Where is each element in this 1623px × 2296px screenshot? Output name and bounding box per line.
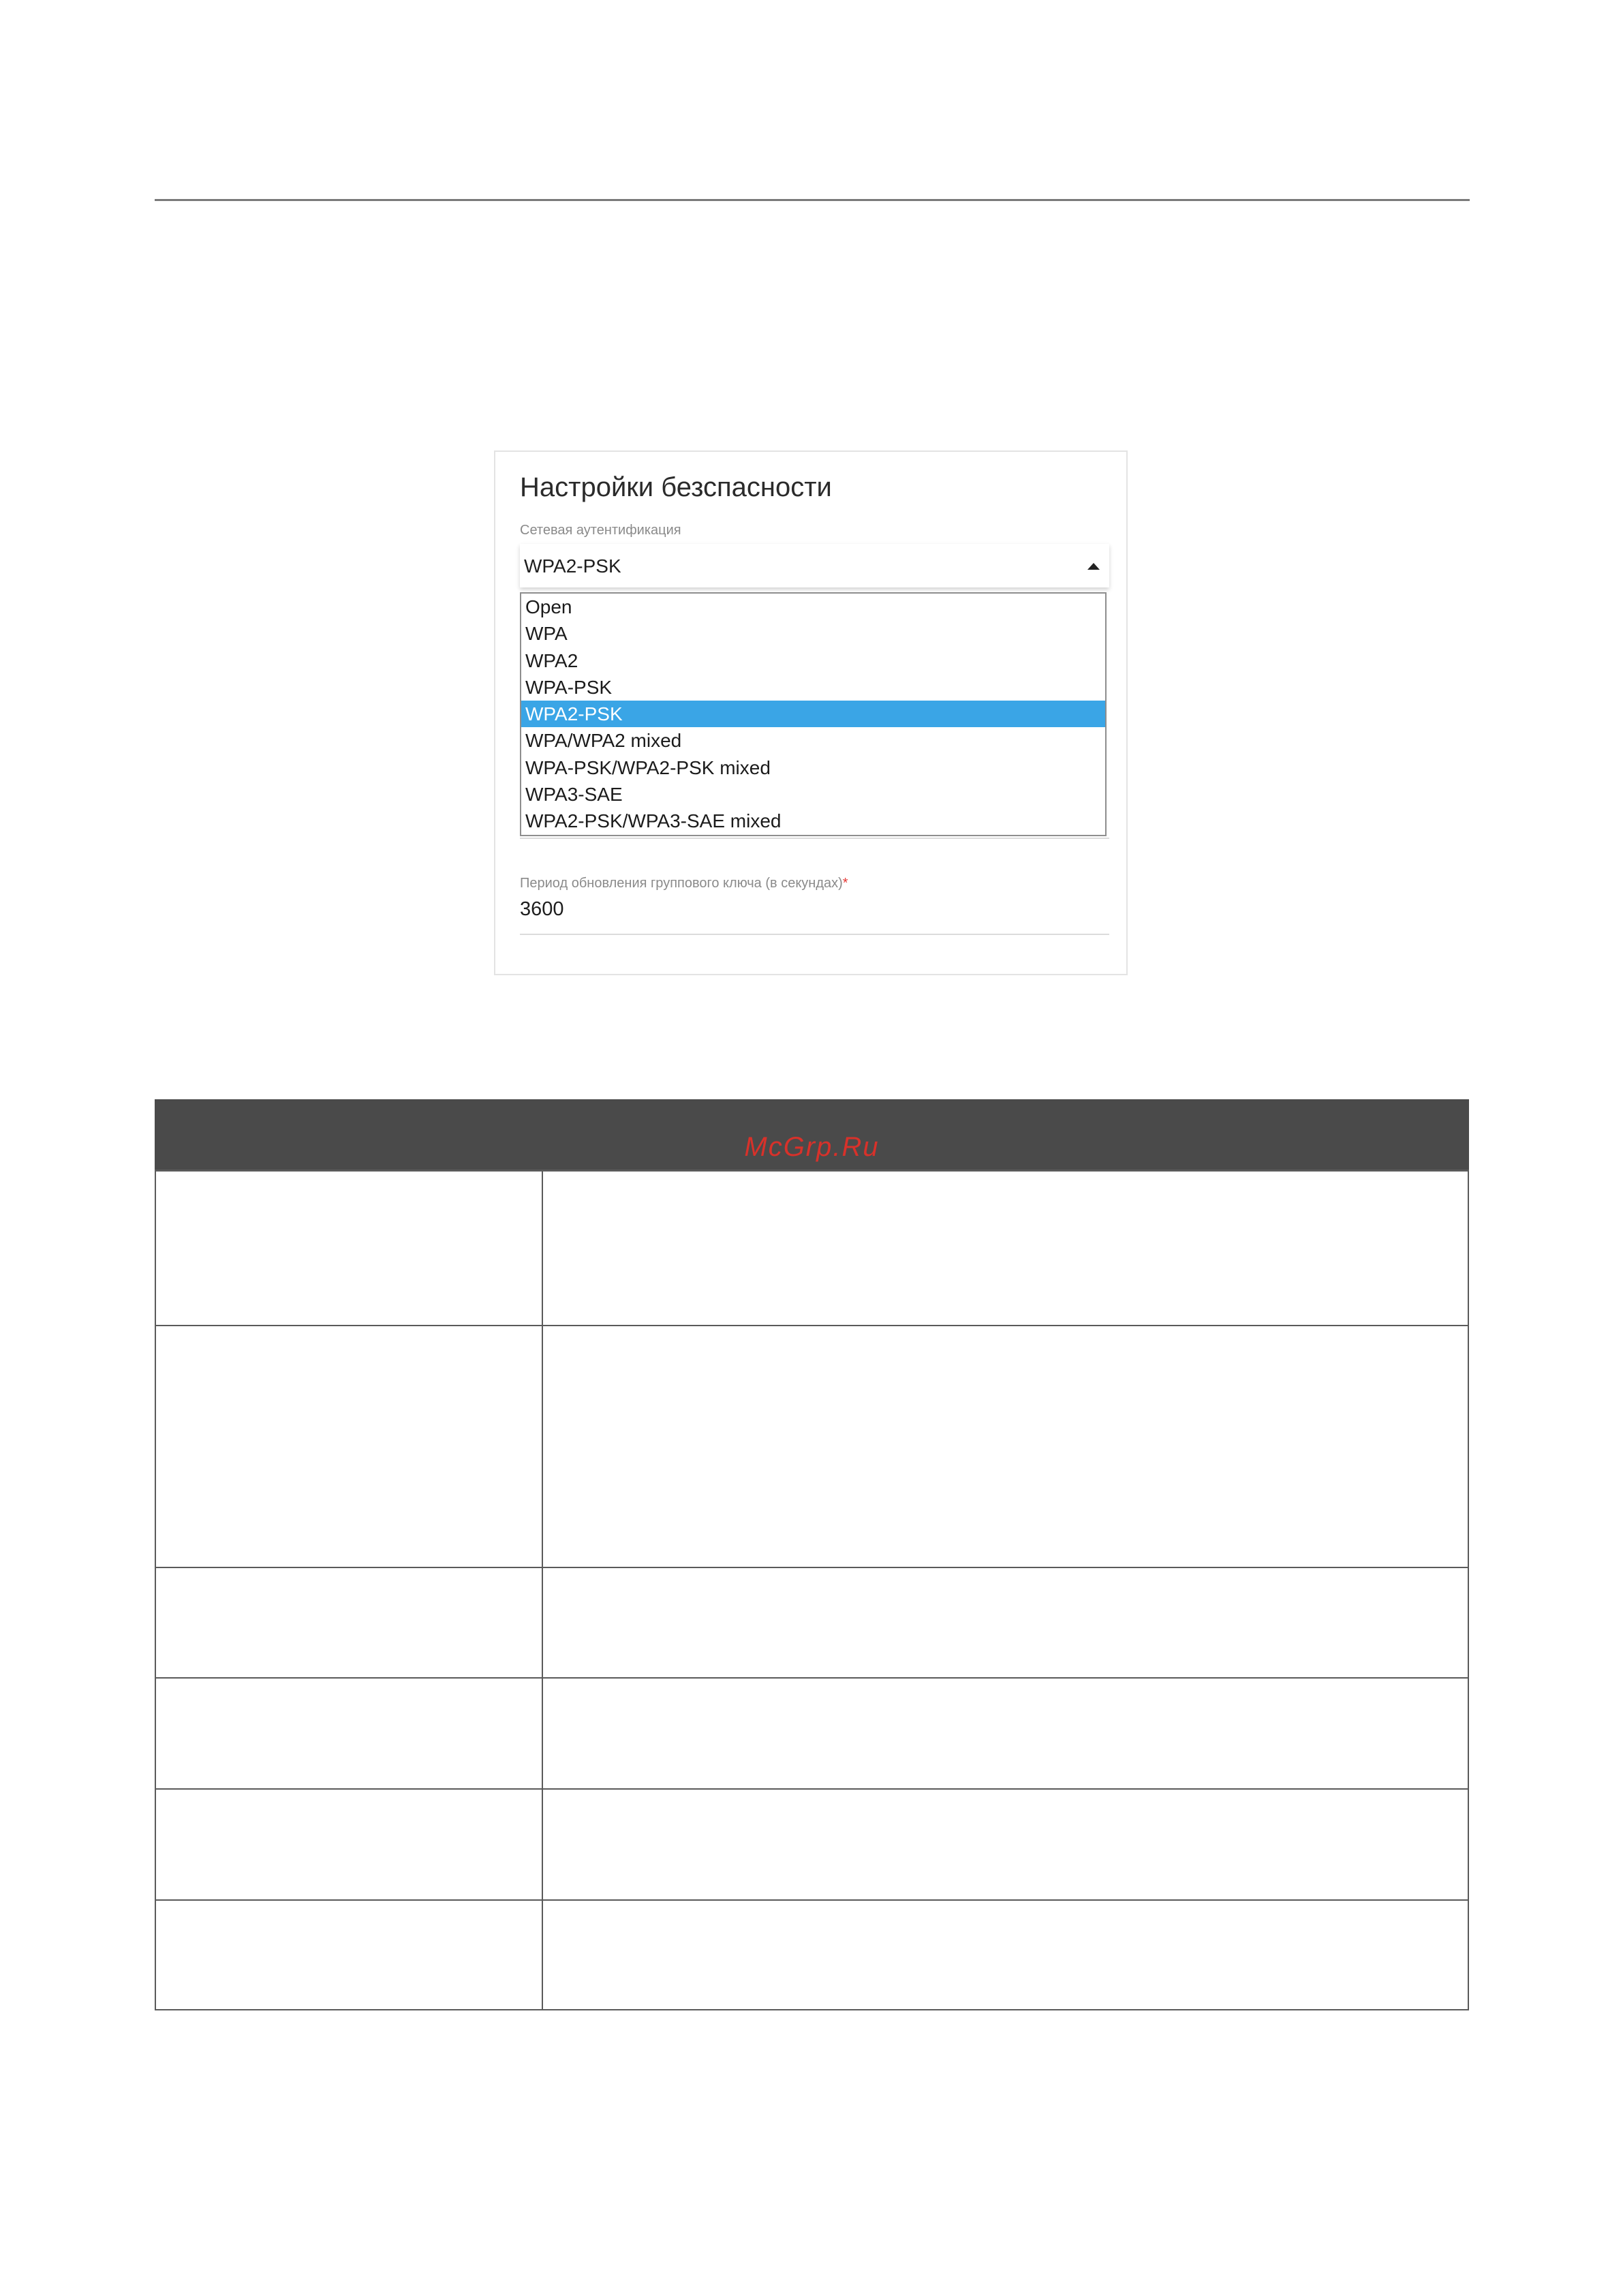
watermark: McGrp.Ru — [744, 1132, 880, 1162]
security-settings-panel — [494, 450, 1128, 975]
key-period-underline — [520, 934, 1109, 935]
top-rule — [155, 199, 1470, 201]
auth-select[interactable] — [520, 544, 1109, 587]
key-period-input[interactable]: 3600 — [520, 898, 564, 920]
required-mark: * — [842, 876, 848, 891]
option-wpa3-sae[interactable]: WPA3-SAE — [525, 784, 623, 806]
table-header — [155, 1099, 1469, 1169]
option-wpa2[interactable]: WPA2 — [525, 649, 578, 671]
column-divider — [542, 1172, 543, 2009]
option-wpa[interactable]: WPA — [525, 623, 568, 645]
auth-field-label: Сетевая аутентификация — [520, 523, 681, 538]
option-wpa-psk[interactable]: WPA-PSK — [525, 676, 613, 698]
row-divider — [156, 1788, 1468, 1790]
row-divider — [156, 1325, 1468, 1326]
auth-options-list[interactable] — [520, 592, 1107, 836]
key-period-label-text: Период обновления группового ключа (в секундах) — [520, 876, 843, 891]
caret-up-icon[interactable] — [1087, 563, 1100, 570]
row-divider — [156, 1899, 1468, 1901]
row-divider — [156, 1567, 1468, 1568]
option-wpa-wpa2-mixed[interactable]: WPA/WPA2 mixed — [525, 730, 682, 752]
auth-select-value: WPA2-PSK — [524, 555, 621, 577]
option-open[interactable]: Open — [525, 596, 572, 617]
option-wpa2-psk[interactable]: WPA2-PSK — [521, 701, 1105, 727]
key-period-label — [520, 876, 848, 891]
row-divider — [156, 1677, 1468, 1679]
panel-title: Настройки безспасности — [520, 472, 832, 502]
option-wpa-psk-wpa2-psk-mixed[interactable]: WPA-PSK/WPA2-PSK mixed — [525, 756, 771, 778]
option-wpa2-psk-wpa3-sae-mixed[interactable]: WPA2-PSK/WPA3-SAE mixed — [525, 810, 782, 832]
parameters-table — [155, 1169, 1469, 2010]
field-underline — [520, 838, 1109, 839]
